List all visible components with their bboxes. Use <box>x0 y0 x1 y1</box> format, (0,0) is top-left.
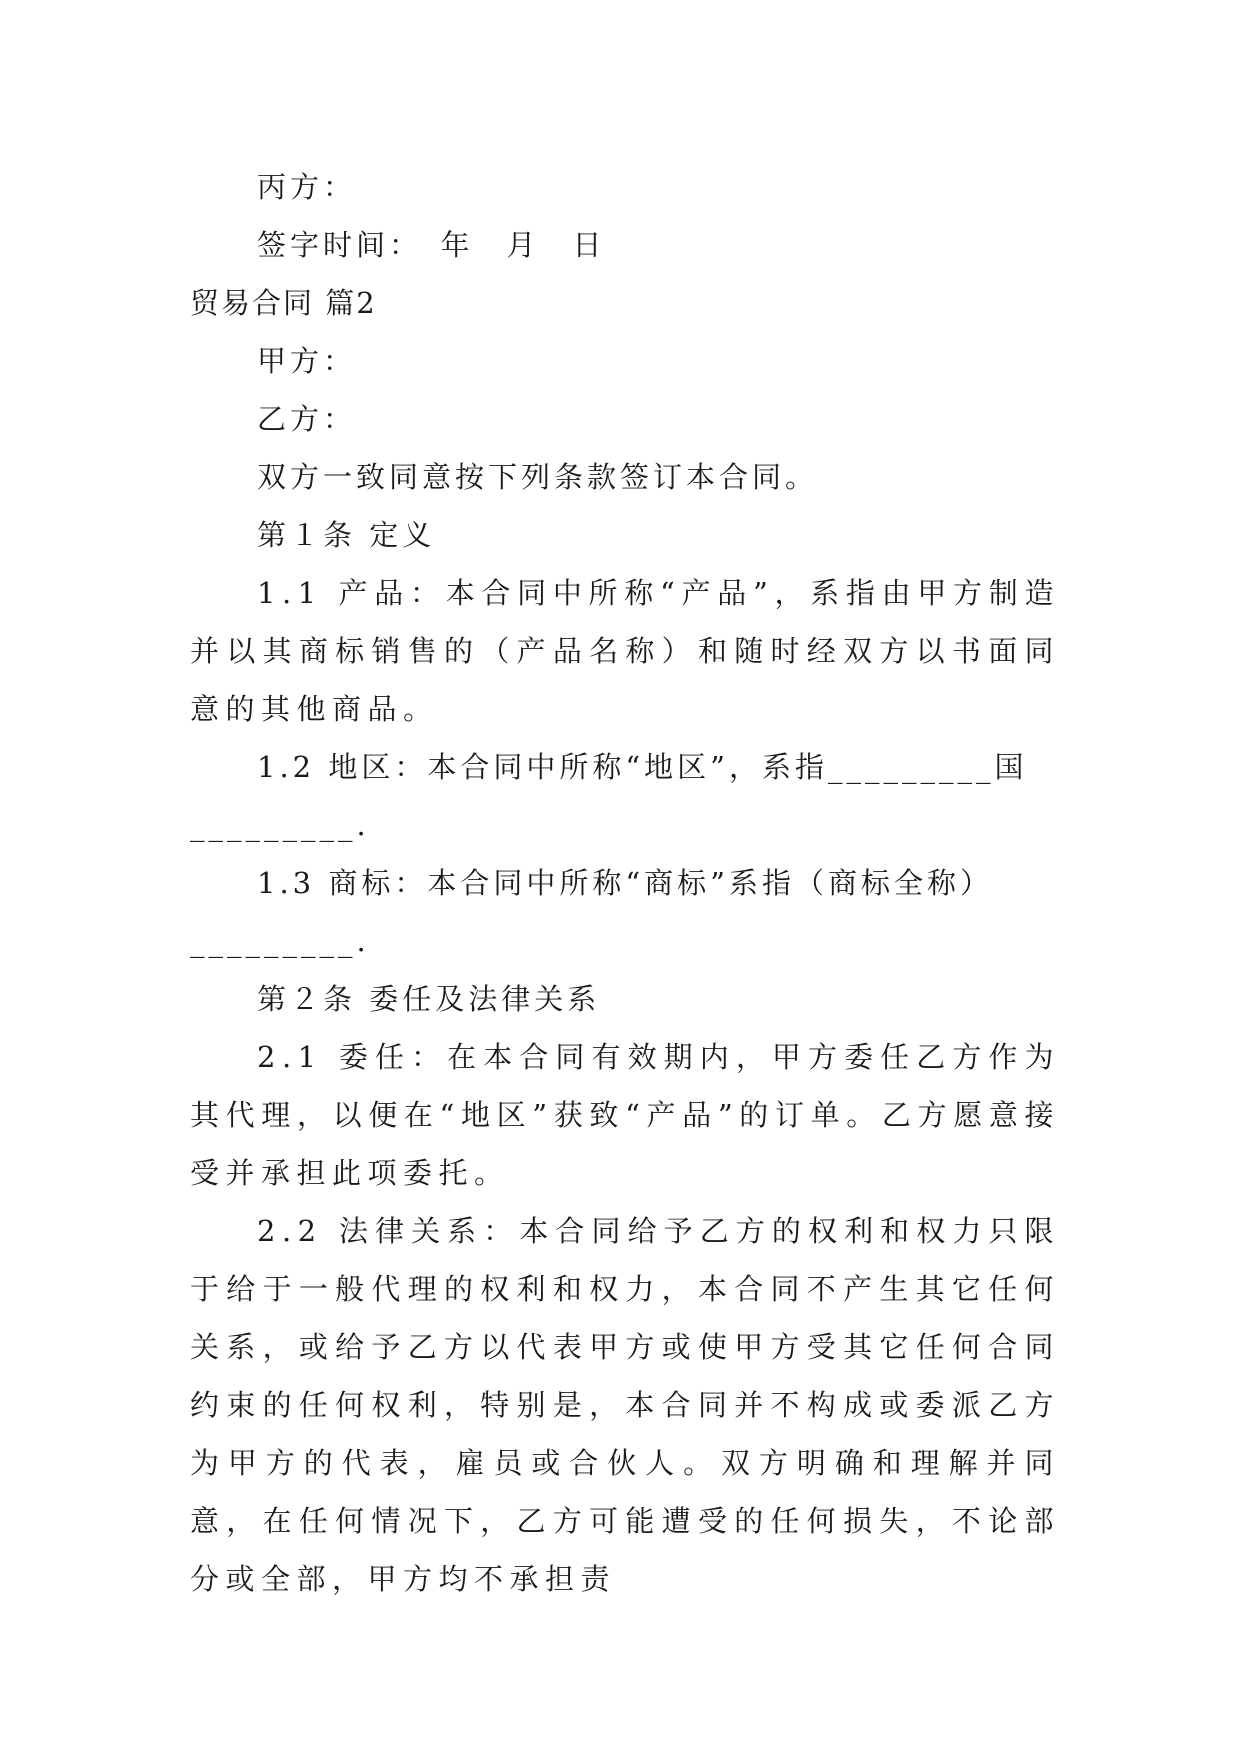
party-b-label: 乙方： <box>257 402 357 436</box>
clause-1-3-line1: 1.3 商标：本合同中所称“商标”系指（商标全称） <box>257 866 993 900</box>
document-page <box>190 158 1060 1608</box>
clause-1-2-line2: _________. <box>190 808 370 842</box>
party-a-label: 甲方： <box>257 344 357 378</box>
clause-1-3-line2: _________. <box>190 924 370 958</box>
section-title: 贸易合同 篇2 <box>190 286 377 320</box>
clause-1-2-line1: 1.2 地区：本合同中所称“地区”，系指_________国 <box>257 750 1028 784</box>
article-1-heading: 第１条 定义 <box>257 518 436 552</box>
agreement-statement: 双方一致同意按下列条款签订本合同。 <box>257 460 819 494</box>
article-2-heading: 第２条 委任及法律关系 <box>257 982 601 1016</box>
clause-1-1: 1.1 产品：本合同中所称“产品”，系指由甲方制造并以其商标销售的（产品名称）和随时经双方以书面同意的其他商品。 <box>190 576 1060 726</box>
party-c-label: 丙方： <box>257 170 357 204</box>
clause-2-2: 2.2 法律关系：本合同给予乙方的权利和权力只限于给于一般代理的权利和权力，本合同不产生其它任何关系，或给予乙方以代表甲方或使甲方受其它任何合同约束的任何权利，特别是，本合同并不构成或委派乙方为甲方的代表，雇员或合伙人。双方明确和理解并同意，在任何情况下，乙方可能遭受的任何损失，不论部分或全部，甲方均不承担责 <box>190 1214 1060 1596</box>
clause-2-1: 2.1 委任：在本合同有效期内，甲方委任乙方作为其代理，以便在“地区”获致“产品”的订单。乙方愿意接受并承担此项委托。 <box>190 1040 1060 1190</box>
signing-date-line: 签字时间： 年 月 日 <box>257 228 606 262</box>
